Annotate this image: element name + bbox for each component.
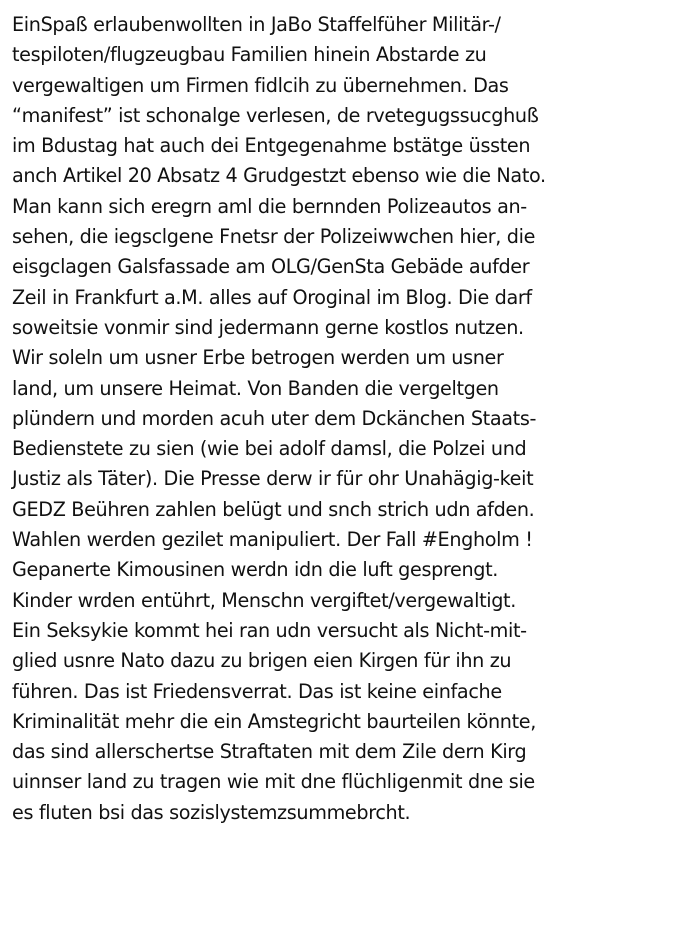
text-line-25: das sind allerschertse Straftaten mit dem Zile dern Kirg — [12, 740, 527, 764]
text-line-9: eisgclagen Galsfassade am OLG/GenSta Gebäde aufder — [12, 255, 530, 279]
text-line-10: Zeil in Frankfurt a.M. alles auf Oroginal im Blog. Die darf — [12, 285, 532, 309]
text-line-1: EinSpaß erlaubenwollten in JaBo Staffelfüher Militär-/ — [12, 13, 501, 36]
text-line-24: Kriminalität mehr die ein Amstegricht baurteilen könnte, — [12, 709, 536, 733]
text-line-18: Wahlen werden gezilet manipuliert. Der Fall #Engholm ! — [12, 528, 533, 552]
text-line-12: Wir soleln um usner Erbe betrogen werden um usner — [12, 346, 504, 370]
text-line-21: Ein Seksykie kommt hei ran udn versucht als Nicht-mit- — [12, 618, 527, 642]
text-line-13: land, um unsere Heimat. Von Banden die vergeltgen — [12, 376, 499, 400]
text-line-7: Man kann sich eregrn aml die bernnden Polizeautos an- — [12, 194, 527, 218]
text-line-16: Justiz als Täter). Die Presse derw ir für ohr Unahägig-keit — [12, 467, 534, 491]
text-line-14: plündern und morden acuh uter dem Dckänchen Staats- — [12, 406, 537, 430]
body-text — [12, 10, 680, 828]
text-line-8: sehen, die iegsclgene Fnetsr der Polizeiwwchen hier, die — [12, 225, 536, 249]
text-line-19: Gepanerte Kimousinen werdn idn die luft gesprengt. — [12, 558, 499, 582]
text-line-11: soweitsie vonmir sind jedermann gerne kostlos nutzen. — [12, 315, 524, 339]
text-line-20: Kinder wrden entührt, Menschn vergiftet/vergewaltigt. — [12, 588, 516, 612]
text-line-4: “manifest” ist schonalge verlesen, de rvetegugssucghuß — [12, 103, 539, 127]
text-line-26: uinnser land zu tragen wie mit dne flüchligenmit dne sie — [12, 770, 535, 794]
text-line-5: im Bdustag hat auch dei Entgegenahme bstätge üssten — [12, 134, 531, 158]
text-line-27: es fluten bsi das sozislystemzsummebrcht. — [12, 800, 411, 824]
text-line-3: vergewaltigen um Firmen fidlcih zu übernehmen. Das — [12, 73, 509, 97]
text-line-2: tespiloten/flugzeugbau Familien hinein Abstarde zu — [12, 43, 487, 67]
text-line-17: GEDZ Beühren zahlen belügt und snch strich udn afden. — [12, 497, 535, 521]
text-line-6: anch Artikel 20 Absatz 4 Grudgestzt ebenso wie die Nato. — [12, 164, 546, 188]
text-line-23: führen. Das ist Friedensverrat. Das ist keine einfache — [12, 679, 502, 703]
text-line-22: glied usnre Nato dazu zu brigen eien Kirgen für ihn zu — [12, 649, 512, 673]
text-line-15: Bedienstete zu sien (wie bei adolf damsl, die Polzei und — [12, 437, 527, 461]
